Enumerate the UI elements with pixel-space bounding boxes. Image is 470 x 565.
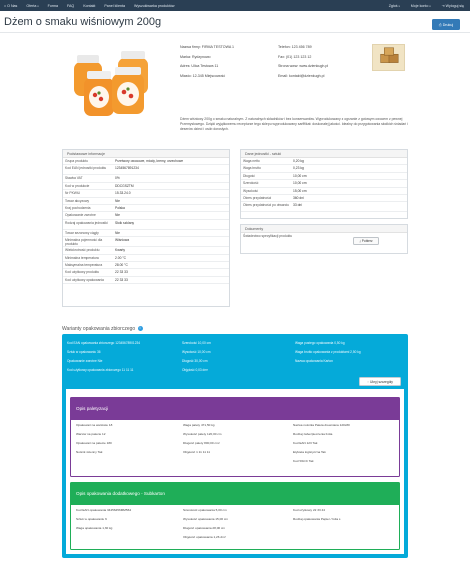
extra-col-1: Kod EAN opakowania 34456456MM564 Sztuk w opakowaniu 6 Waga opakowania 1,30 kg — [76, 508, 132, 530]
variant-col-2: Szerokość 10,00 cm Wysokość 10,00 cm Długość 30,00 cm Objętość 0,03 dm³ — [182, 341, 211, 372]
unit-dimensions-panel — [240, 149, 408, 219]
table-row — [63, 175, 229, 182]
variant-details — [66, 389, 404, 554]
row-label: Długość — [243, 173, 255, 178]
documents-header: Dokumenty — [241, 225, 407, 233]
row-value: 22 33 33 — [115, 270, 128, 275]
extra-col-2: Szerokość opakowania 5,00 cm Wysokość opakowania 15,00 cm Długość opakowania 28,00 cm Objętość opakowania 1,26 dm³ — [183, 508, 229, 539]
extra-packaging-title: Opis opakowania dodatkowego - Subkarton — [71, 483, 399, 505]
row-value: Słoik szklany — [115, 220, 135, 225]
row-value: 2.00 °C — [115, 255, 127, 260]
page-title: Dżem o smaku wiśniowym 200g — [4, 16, 162, 28]
table-row — [63, 212, 229, 219]
table-row — [63, 262, 229, 269]
table-row — [63, 247, 229, 254]
home-icon: ⌂ — [4, 3, 7, 8]
row-value: 22 33 33 — [115, 277, 128, 282]
nav-item-o-nas[interactable]: ⌂ O Nas — [4, 3, 18, 8]
table-row — [63, 277, 229, 284]
row-label: Towar akcyzowy — [65, 198, 90, 203]
address: Adres: Ulica Testowa 11 — [180, 64, 219, 68]
pallet-col-2: Waga palety 471,50 kg Wysokość palety 120,00 cm Długość palety 800,00 cm² Objętość 1 11 11 11 — [183, 423, 222, 454]
print-button[interactable]: ⎙ Drukuj — [432, 19, 460, 30]
row-value: DDCGSZTM — [115, 183, 134, 188]
row-label: Minimalna pojemność dla produktu — [65, 238, 103, 247]
extra-packaging-box — [70, 482, 400, 550]
table-row — [63, 269, 229, 276]
row-label: Kod EAN jednostki produktu — [65, 166, 107, 171]
row-label: Okres przydatności po otwarciu — [243, 203, 289, 208]
caret-down-icon: ▾ — [37, 4, 39, 8]
hide-details-button[interactable]: ◌ Ukryj szczegóły — [359, 377, 401, 386]
row-value: 33 dni — [293, 203, 302, 208]
table-row — [63, 237, 229, 247]
nav-item-forma[interactable]: Forma — [47, 3, 59, 8]
email-link[interactable]: Email: kontakt@dzienkugh.pl — [278, 73, 325, 78]
company-name: Nazwa firmy: FIRMA TESTOWA 1 — [180, 45, 235, 49]
row-value: 0% — [115, 176, 120, 181]
row-label: Grupa produktu — [65, 159, 88, 163]
row-label: Kraj pochodzenia — [65, 205, 91, 210]
row-label: Opakowanie zwrotne — [65, 213, 96, 218]
row-value: 10,00 cm — [293, 181, 307, 186]
row-label: Waga brutto — [243, 166, 261, 171]
row-label: Towar sezonowy ciągły — [65, 230, 99, 235]
row-label: Kod użytkowy opakowania — [65, 277, 104, 282]
info-icon[interactable]: i — [138, 326, 143, 331]
nav-item-kontakt[interactable]: Kontakt — [83, 3, 96, 8]
row-label: Wielokrotność produktu — [65, 248, 100, 253]
palletization-title: Opis paletyzacji — [71, 398, 399, 420]
row-label: Kod użytkowy produktu — [65, 270, 100, 275]
table-row — [241, 188, 407, 195]
table-row — [63, 230, 229, 237]
row-label: Szerokość — [243, 181, 259, 186]
row-value: Nie — [115, 213, 120, 218]
nav-item-panel-klienta[interactable]: Panel klienta — [104, 3, 125, 8]
row-value: 360 dni — [293, 195, 304, 200]
nav-item-faq[interactable]: FAQ — [67, 3, 75, 8]
row-value: 15.33.24.0 — [115, 191, 131, 196]
caret-down-icon: ▾ — [429, 4, 431, 8]
basic-info-header: Podstawowe informacje — [63, 150, 229, 158]
extra-col-3: Kod użytkowy 22 33 44 Rodzaj opakowania Papier / folia s — [293, 508, 341, 521]
row-label: Kod w produkcie — [65, 183, 90, 188]
download-button[interactable]: ⤓ Pobierz — [353, 237, 379, 245]
title-row — [0, 11, 470, 33]
website-link[interactable]: Strona www: www.dzienkugh.pl — [278, 64, 329, 68]
producer-logo — [372, 44, 405, 71]
document-row — [241, 233, 407, 253]
palletization-box — [70, 397, 400, 477]
fax: Fax: (01) 123 123 12 — [278, 54, 312, 59]
nav-item-wyszukiwarka[interactable]: Wyszukiwarka produktów — [133, 3, 175, 8]
row-label: Wysokość — [243, 188, 258, 193]
phone: Telefon: 123 456 789 — [278, 45, 312, 49]
variant-panel — [62, 334, 408, 558]
nav-item-zglos[interactable]: Zgłoś▾ — [388, 3, 400, 8]
table-row — [63, 205, 229, 212]
download-icon: ⤓ — [359, 239, 361, 243]
row-value: 0,20 kg — [293, 159, 304, 163]
table-row — [63, 220, 229, 230]
table-row — [241, 180, 407, 187]
document-label: Świadectwo specyfikacji produktu — [243, 234, 293, 238]
documents-panel — [240, 224, 408, 254]
print-icon: ⎙ — [438, 22, 442, 27]
nav-menu — [0, 4, 175, 8]
row-value: 1234567891234 — [115, 166, 139, 171]
row-value: Nie — [115, 230, 120, 235]
eye-slash-icon: ◌ — [367, 379, 370, 384]
table-row — [63, 165, 229, 175]
nav-item-wyloguj[interactable]: ⇥ Wyloguj się — [441, 3, 464, 8]
row-label: Stawka VAT — [65, 176, 83, 181]
product-image — [70, 48, 156, 120]
logout-icon: ⇥ — [441, 3, 445, 8]
row-label: Nr PKWiU — [65, 191, 81, 196]
caret-down-icon: ▾ — [398, 4, 400, 8]
row-value: Nie — [115, 198, 120, 203]
row-value: 0,23 kg — [293, 166, 304, 171]
city: Miasto: 12-345 Miejscowość — [180, 73, 226, 78]
jar-front-right — [112, 67, 144, 114]
brand: Marka: Rydzynowo — [180, 54, 211, 59]
variant-col-1: Kod EAN opakowania zbiorczego 12345678901234 Sztuk w opakowaniu 36 Opakowanie zwrotne Nie Kod użytkowy opakowania zbiorczego 11 11 11 — [67, 341, 141, 372]
top-navbar — [0, 0, 470, 11]
unit-dimensions-header: Dane jednostki - sztuki — [241, 150, 407, 158]
basic-info-rows — [63, 158, 229, 284]
basic-info-panel — [62, 149, 230, 307]
producer-info-right — [278, 46, 328, 84]
table-row — [63, 255, 229, 262]
table-row — [63, 158, 229, 165]
table-row — [241, 165, 407, 172]
row-label: Maksymalna temperatura — [65, 262, 103, 267]
pallet-col-3: Nazwa nośnika Paleta drewniana 120x80 Rodzaj zabezpieczenia Folia Kod EAN 123 Tak Etykieta logistyczna Tak Kod SSCC Tak — [293, 423, 350, 463]
row-value: Wiśniowa — [115, 238, 130, 243]
row-value: 10,00 cm — [293, 173, 307, 178]
nav-item-moje-konto[interactable]: Moje konto▾ — [410, 3, 431, 8]
row-value: Polska — [115, 205, 125, 210]
table-row — [63, 198, 229, 205]
table-row — [241, 195, 407, 202]
row-value: Przetwory owocowe, miody, kremy, orzechowe — [115, 159, 184, 163]
product-description: Dżem wiśniowy 200g o smaku naturalnym. Z naturalnych składników i bez konserwantów. Wyprodukowany z ogrzanie z gotowym owocem z pewnej Przemysłowego. Dzięki wyjątkowemu recepturze tego sklepu wyprodukowany sarfifikat: doskonałej jakości. Idealny do przygotowania słodkich śniadań i deserów dzieci i osób dorosłych. — [180, 117, 408, 131]
variant-col-3: Waga pustego opakowania 0,50 kg Waga brutto opakowania z produktami 2,50 kg Nazwa opakowania Karton — [295, 341, 361, 363]
table-row — [241, 158, 407, 165]
row-label: Rodzaj opakowania jednostki — [65, 220, 108, 225]
nav-user-menu — [389, 4, 470, 8]
unit-dimensions-rows — [241, 158, 407, 212]
variants-title: Warianty opakowania zbiorczego i — [62, 326, 143, 332]
row-value: Kwarty — [115, 248, 126, 253]
row-label: Minimalna temperatura — [65, 255, 99, 260]
table-row — [63, 190, 229, 197]
row-label: Waga netto — [243, 159, 260, 163]
row-value: 28.00 °C — [115, 262, 128, 267]
row-label: Okres przydatności — [243, 195, 272, 200]
row-value: 15,00 cm — [293, 188, 307, 193]
jar-front-left — [84, 71, 114, 116]
nav-item-oferta[interactable]: Oferta▾ — [26, 3, 39, 8]
producer-info-left — [180, 46, 234, 84]
table-row — [63, 183, 229, 190]
table-row — [241, 173, 407, 180]
pallet-col-1: Opakowań na warstwie 18 Warstw na palecie 12 Opakowań na palecie 180 Nośnik ścienny Tak — [76, 423, 113, 454]
table-row — [241, 202, 407, 212]
